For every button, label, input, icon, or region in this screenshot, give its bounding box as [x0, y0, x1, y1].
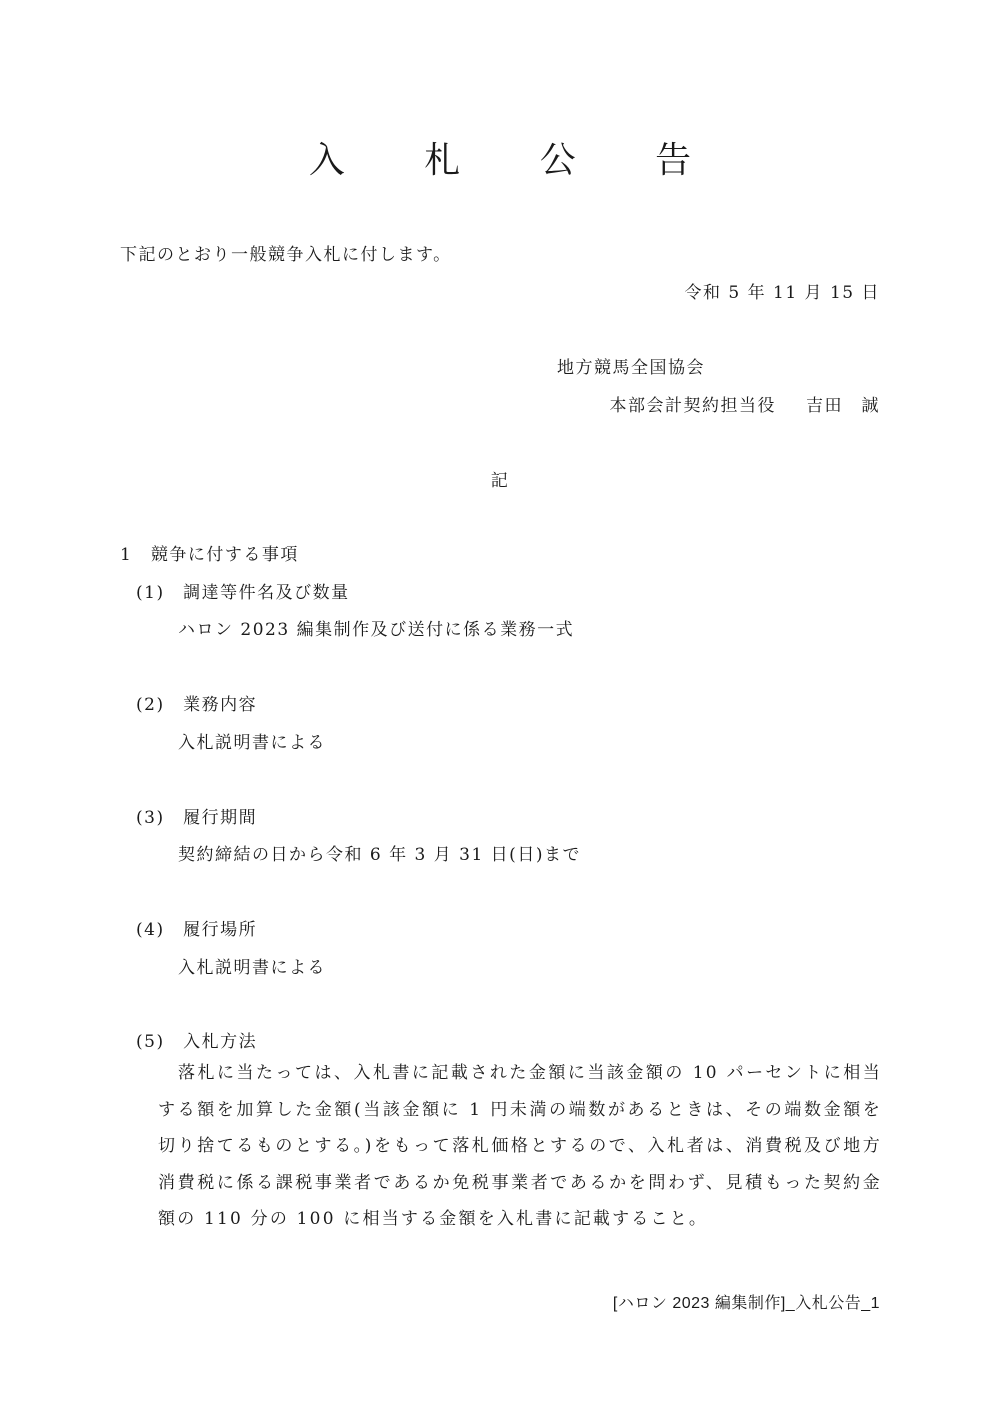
- ki-heading: 記: [490, 471, 510, 491]
- document-title: 入 札 公 告: [308, 140, 726, 181]
- item-2-label: (2) 業務内容: [136, 695, 258, 715]
- notice-date: 令和 5 年 11 月 15 日: [684, 283, 880, 303]
- item-2-content: 入札説明書による: [178, 733, 326, 753]
- item-3-content: 契約締結の日から令和 6 年 3 月 31 日(日)まで: [178, 845, 581, 865]
- document-footer: [ハロン 2023 編集制作]_入札公告_1: [612, 1295, 880, 1312]
- intro-text: 下記のとおり一般競争入札に付します。: [120, 245, 452, 265]
- issuer-name: 吉田 誠: [806, 396, 880, 416]
- item-1-content: ハロン 2023 編集制作及び送付に係る業務一式: [178, 620, 575, 640]
- item-5-label: (5) 入札方法: [136, 1032, 258, 1052]
- section-1-heading: 1 競争に付する事項: [120, 545, 299, 565]
- item-5-content: 落札に当たっては、入札書に記載された金額に当該金額の 10 パーセントに相当する額を加算した金額(当該金額に 1 円未満の端数があるときは、その端数金額を切り捨てるものとする。)をもって落札価格とするので、入札者は、消費税及び地方消費税に係る課税事業者であるか免税事業者であるかを問わず、見積もった契約金額の 110 分の 100 に相当する金額を入札書に記載すること。: [158, 1063, 882, 1229]
- item-4-label: (4) 履行場所: [136, 920, 258, 940]
- item-1-label: (1) 調達等件名及び数量: [136, 583, 350, 603]
- issuer-signature: [610, 391, 881, 416]
- issuer-organization: 地方競馬全国協会: [557, 358, 705, 378]
- item-3-label: (3) 履行期間: [136, 808, 258, 828]
- issuer-position: 本部会計契約担当役: [609, 396, 776, 416]
- item-4-content: 入札説明書による: [178, 958, 326, 978]
